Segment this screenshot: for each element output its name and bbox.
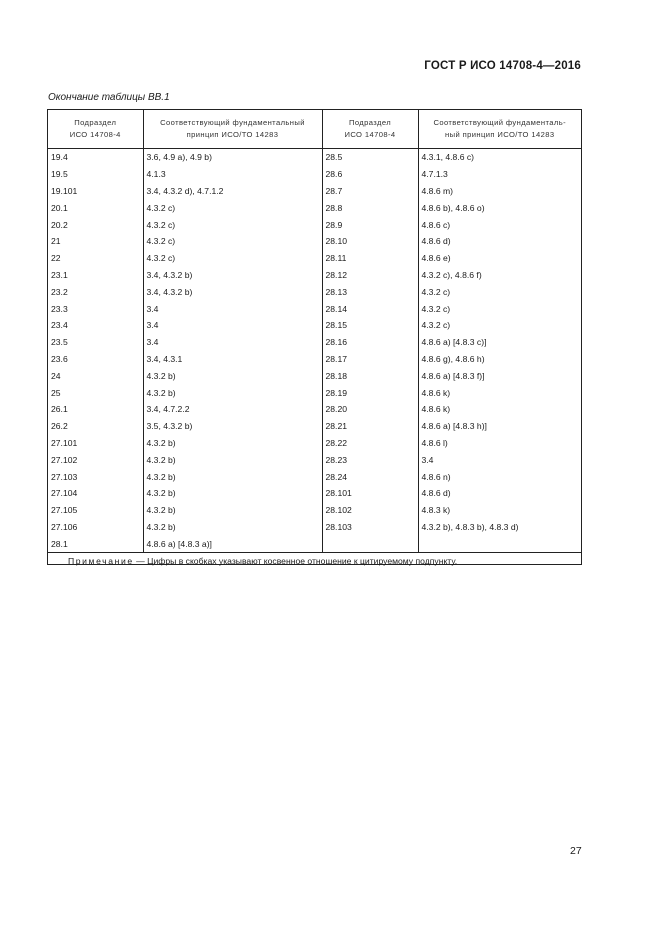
table-row (48, 233, 581, 250)
table-cell: 4.3.2 c) (143, 216, 322, 233)
table-cell: 28.8 (322, 199, 418, 216)
table-row (48, 367, 581, 384)
table-cell: 28.102 (322, 502, 418, 519)
table-cell: 3.4, 4.3.2 b) (143, 283, 322, 300)
table-cell: 28.7 (322, 183, 418, 200)
table-cell: 4.3.2 b) (143, 451, 322, 468)
table-cell: 3.4 (143, 317, 322, 334)
table-row (48, 250, 581, 267)
table-cell: 4.3.2 b) (143, 367, 322, 384)
table-cell: 4.8.6 k) (418, 401, 581, 418)
table-cell: 4.3.2 c) (143, 199, 322, 216)
table-row (48, 300, 581, 317)
table-cell: 4.8.6 d) (418, 233, 581, 250)
table-row (48, 435, 581, 452)
page-number: 27 (570, 845, 582, 857)
table-row (48, 468, 581, 485)
table-cell: 4.3.2 c) (418, 317, 581, 334)
table-cell: 27.105 (51, 505, 78, 516)
table-cell: 4.3.2 c) (143, 233, 322, 250)
table-cell: 28.6 (322, 166, 418, 183)
table-cell: 23.4 (51, 320, 68, 331)
table-note-row (48, 553, 581, 569)
table-cell: 3.5, 4.3.2 b) (143, 418, 322, 435)
table-cell: 28.17 (322, 351, 418, 368)
table-cell: 4.8.6 d) (418, 485, 581, 502)
table-cell: 4.1.3 (143, 166, 322, 183)
table-cell: 4.3.2 b) (143, 468, 322, 485)
table-cell: 4.8.6 a) [4.8.3 f)] (418, 367, 581, 384)
table-row (48, 149, 581, 166)
table-cell: 3.4, 4.3.2 d), 4.7.1.2 (143, 183, 322, 200)
table-cell: 4.3.2 b) (143, 384, 322, 401)
table-cell: 4.3.2 c), 4.8.6 f) (418, 267, 581, 284)
table-cell: 3.6, 4.9 a), 4.9 b) (143, 149, 322, 166)
table-cell: 28.5 (322, 149, 418, 166)
table-row (48, 283, 581, 300)
table-cell: 28.18 (322, 367, 418, 384)
table-row (48, 183, 581, 200)
correspondence-table (47, 109, 582, 565)
table-row (48, 267, 581, 284)
table-note (48, 553, 581, 569)
table-cell: 19.101 (51, 185, 78, 196)
table-cell: 25 (51, 387, 61, 398)
table-row (48, 166, 581, 183)
column-header: Соответствующий фундаменталь- ный принцип ИСО/ТО 14283 (418, 110, 581, 149)
table-cell: 27.103 (51, 471, 78, 482)
table-cell: 4.8.6 a) [4.8.3 c)] (418, 334, 581, 351)
table-cell: 4.8.6 a) [4.8.3 a)] (143, 535, 322, 552)
table-row (48, 334, 581, 351)
table-cell: 28.21 (322, 418, 418, 435)
table-cell: 28.10 (322, 233, 418, 250)
table-cell: 3.4, 4.7.2.2 (143, 401, 322, 418)
table-cell: 20.2 (51, 219, 68, 230)
table-cell: 27.106 (51, 521, 78, 532)
table-cell (418, 535, 581, 552)
table-cell: 28.101 (322, 485, 418, 502)
table-cell: 28.9 (322, 216, 418, 233)
table-cell: 4.3.2 b) (143, 519, 322, 536)
table-row (48, 485, 581, 502)
table-cell: 3.4, 4.3.2 b) (143, 267, 322, 284)
table-cell: 26.1 (51, 404, 68, 415)
table-row (48, 351, 581, 368)
column-header: Подраздел ИСО 14708-4 (48, 110, 143, 149)
table-cell: 3.4, 4.3.1 (143, 351, 322, 368)
table-cell (322, 535, 418, 552)
table-cell: 28.20 (322, 401, 418, 418)
table-cell: 21 (51, 236, 61, 247)
table-cell: 23.2 (51, 286, 68, 297)
table-cell: 3.4 (143, 334, 322, 351)
table-cell: 28.22 (322, 435, 418, 452)
table-cell: 28.19 (322, 384, 418, 401)
table-cell: 20.1 (51, 202, 68, 213)
table-cell: 4.3.2 b) (143, 502, 322, 519)
table-cell: 22 (51, 253, 61, 264)
table-cell: 4.8.6 g), 4.8.6 h) (418, 351, 581, 368)
table-cell: 28.1 (51, 538, 68, 549)
table-cell: 4.8.6 a) [4.8.3 h)] (418, 418, 581, 435)
table-row (48, 401, 581, 418)
table-cell: 28.103 (322, 519, 418, 536)
table-cell: 4.7.1.3 (418, 166, 581, 183)
table-cell: 28.11 (322, 250, 418, 267)
table-cell: 28.24 (322, 468, 418, 485)
table-cell: 27.104 (51, 488, 78, 499)
table-cell: 27.102 (51, 454, 78, 465)
table-cell: 23.3 (51, 303, 68, 314)
note-label: Примечание (68, 555, 134, 566)
table-row (48, 199, 581, 216)
table-cell: 19.5 (51, 169, 68, 180)
table-cell: 23.5 (51, 337, 68, 348)
table-cell: 28.15 (322, 317, 418, 334)
table-cell: 4.8.3 k) (418, 502, 581, 519)
table-cell: 4.8.6 b), 4.8.6 o) (418, 199, 581, 216)
table-cell: 4.8.6 m) (418, 183, 581, 200)
table-cell: 23.6 (51, 353, 68, 364)
table-caption: Окончание таблицы ВВ.1 (48, 92, 170, 103)
column-header: Соответствующий фундаментальный принцип ИСО/ТО 14283 (143, 110, 322, 149)
table-cell: 4.8.6 n) (418, 468, 581, 485)
table-row (48, 384, 581, 401)
table-cell: 4.8.6 c) (418, 216, 581, 233)
table-cell: 28.14 (322, 300, 418, 317)
table-cell: 23.1 (51, 269, 68, 280)
table-row (48, 418, 581, 435)
table-row (48, 317, 581, 334)
table-cell: 19.4 (51, 152, 68, 163)
table-header-row (48, 110, 581, 149)
table-cell: 4.8.6 k) (418, 384, 581, 401)
table-row (48, 216, 581, 233)
table-cell: 28.12 (322, 267, 418, 284)
table-cell: 24 (51, 370, 61, 381)
table-cell: 3.4 (418, 451, 581, 468)
table-cell: 4.8.6 e) (418, 250, 581, 267)
table-row (48, 451, 581, 468)
table-cell: 3.4 (143, 300, 322, 317)
table-cell: 4.3.2 c) (143, 250, 322, 267)
table-row (48, 535, 581, 552)
column-header: Подраздел ИСО 14708-4 (322, 110, 418, 149)
table-row (48, 502, 581, 519)
table-cell: 4.3.2 b) (143, 485, 322, 502)
table-cell: 4.3.2 c) (418, 300, 581, 317)
table-cell: 4.3.2 b), 4.8.3 b), 4.8.3 d) (418, 519, 581, 536)
table-cell: 27.101 (51, 437, 78, 448)
note-text: — Цифры в скобках указывают косвенное отношение к цитируемому подпункту. (133, 555, 458, 566)
table-cell: 4.3.2 c) (418, 283, 581, 300)
document-header: ГОСТ Р ИСО 14708-4—2016 (424, 60, 581, 72)
table-cell: 4.8.6 l) (418, 435, 581, 452)
table-cell: 4.3.2 b) (143, 435, 322, 452)
table-cell: 28.23 (322, 451, 418, 468)
table-cell: 28.16 (322, 334, 418, 351)
table-cell: 26.2 (51, 421, 68, 432)
table-row (48, 519, 581, 536)
table-cell: 4.3.1, 4.8.6 c) (418, 149, 581, 166)
table-cell: 28.13 (322, 283, 418, 300)
